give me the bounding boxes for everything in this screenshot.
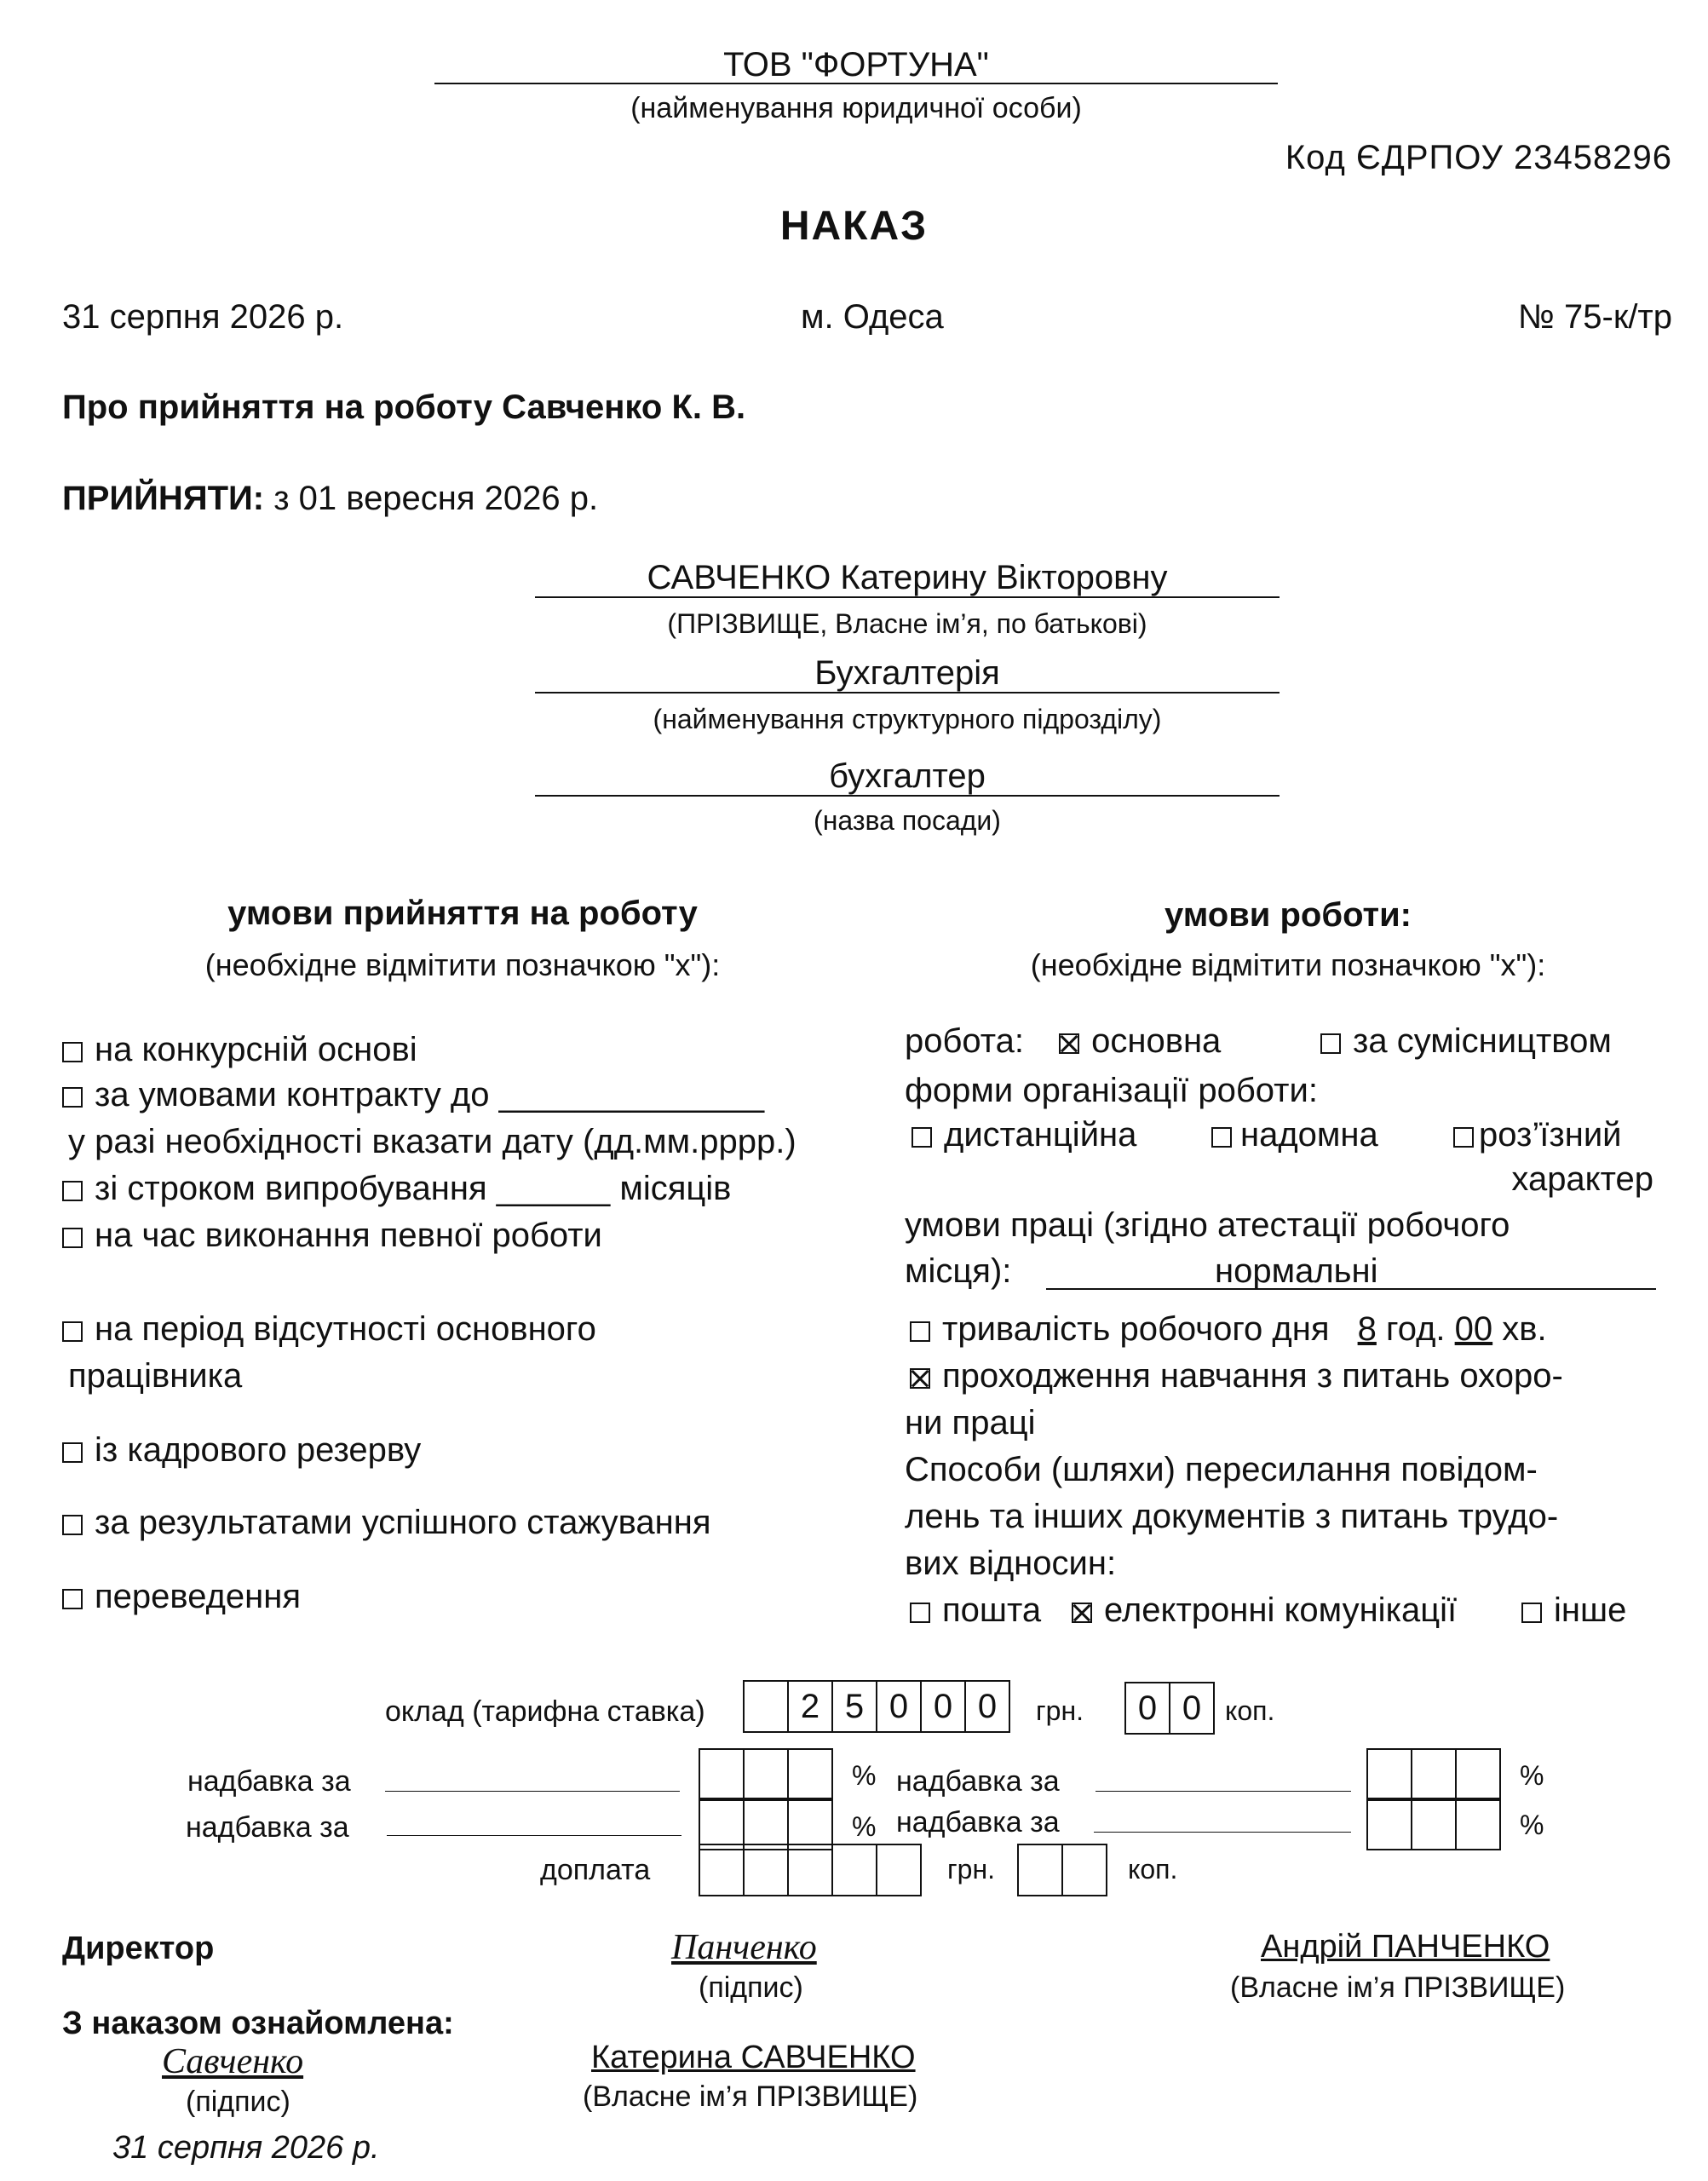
left-item-probation[interactable]: зі строком випробування ______ місяців <box>62 1170 731 1208</box>
methods-line-1: Способи (шляхи) пересилання повідом- <box>905 1451 1538 1488</box>
duration-minutes: 00 <box>1454 1310 1493 1348</box>
left-item-contract-hint: у разі необхідності вказати дату (дд.мм.рррр.) <box>68 1123 796 1160</box>
position-caption: (назва посади) <box>814 805 1001 836</box>
hire-from: з 01 вересня 2026 р. <box>273 480 599 517</box>
checkbox-icon[interactable] <box>62 1321 83 1342</box>
training-row[interactable]: проходження навчання з питань охоро- <box>910 1357 1563 1395</box>
checkbox-checked-icon[interactable] <box>1059 1033 1079 1054</box>
order-city: м. Одеса <box>801 298 944 336</box>
order-subject: Про прийняття на роботу Савченко К. В. <box>62 388 746 426</box>
salary-digit[interactable]: 0 <box>964 1680 1010 1733</box>
duration-hours-unit: год. <box>1385 1310 1446 1348</box>
left-heading: умови прийняття на роботу <box>227 895 698 932</box>
checkbox-icon[interactable] <box>62 1442 83 1463</box>
checkbox-icon[interactable] <box>912 1127 932 1148</box>
checkbox-icon[interactable] <box>910 1321 930 1342</box>
training-row-cont: ни праці <box>905 1404 1036 1442</box>
bonus-label-1: надбавка за <box>187 1765 351 1798</box>
checkbox-icon[interactable] <box>1453 1127 1474 1148</box>
percent-sign: % <box>852 1760 877 1791</box>
employee-name-caption: (Власне ім’я ПРІЗВИЩЕ) <box>583 2080 918 2113</box>
bonus-line-2[interactable] <box>387 1835 681 1836</box>
bonus-line-1[interactable] <box>385 1791 680 1792</box>
bonus-percent-3[interactable] <box>1368 1748 1501 1801</box>
director-signature-caption: (підпис) <box>699 1971 803 2004</box>
salary-digit[interactable]: 2 <box>787 1680 833 1733</box>
checkbox-checked-icon[interactable] <box>1072 1603 1092 1623</box>
method-other[interactable]: інше <box>1521 1591 1626 1630</box>
duration-hours: 8 <box>1357 1310 1377 1348</box>
employee-signature: Савченко <box>162 2042 304 2081</box>
left-item-internship[interactable]: за результатами успішного стажування <box>62 1504 711 1542</box>
left-item-competition[interactable]: на конкурсній основі <box>62 1031 417 1069</box>
conditions-label: умови праці (згідно атестації робочого <box>905 1206 1510 1244</box>
left-item-reserve[interactable]: із кадрового резерву <box>62 1431 421 1470</box>
method-mail[interactable]: пошта <box>910 1591 1041 1630</box>
bonus-label-3: надбавка за <box>896 1765 1060 1798</box>
checkbox-icon[interactable] <box>62 1515 83 1535</box>
position: бухгалтер <box>829 757 986 795</box>
surcharge-kop-label: коп. <box>1128 1854 1178 1885</box>
conditions-label-2: місця): <box>905 1252 1012 1290</box>
salary-digit[interactable]: 0 <box>876 1680 922 1733</box>
employee-name: САВЧЕНКО Катерину Вікторовну <box>647 559 1168 596</box>
checkbox-icon[interactable] <box>62 1042 83 1062</box>
bonus-label-2: надбавка за <box>186 1811 349 1844</box>
checkbox-icon[interactable] <box>62 1181 83 1201</box>
surcharge-uah-label: грн. <box>947 1854 996 1885</box>
director-title: Директор <box>62 1931 215 1966</box>
salary-digits[interactable] <box>745 1680 1010 1733</box>
company-caption: (найменування юридичної особи) <box>630 92 1082 124</box>
right-heading: умови роботи: <box>1164 896 1412 934</box>
employee-name-caption: (ПРІЗВИЩЕ, Власне ім’я, по батькові) <box>667 608 1147 639</box>
document-title: НАКАЗ <box>779 204 929 249</box>
checkbox-icon[interactable] <box>1320 1033 1341 1054</box>
surcharge-label: доплата <box>540 1854 651 1886</box>
salary-kop-label: коп. <box>1225 1695 1275 1726</box>
left-item-absence[interactable]: на період відсутності основного <box>62 1310 596 1349</box>
salary-kop-digit[interactable]: 0 <box>1124 1682 1170 1735</box>
left-hint: (необхідне відмітити позначкою "х"): <box>204 947 721 982</box>
bonus-percent-2[interactable] <box>700 1798 833 1850</box>
forms-label: форми організації роботи: <box>905 1072 1318 1109</box>
director-name: Андрій ПАНЧЕНКО <box>1261 1929 1550 1965</box>
bonus-line-4[interactable] <box>1094 1832 1351 1833</box>
checkbox-icon[interactable] <box>1521 1603 1542 1623</box>
department-caption: (найменування структурного підрозділу) <box>653 704 1162 734</box>
form-travel-cont: характер <box>1511 1160 1653 1198</box>
bonus-percent-1[interactable] <box>700 1748 833 1801</box>
order-number: № 75-к/тр <box>1517 298 1672 336</box>
salary-digit[interactable]: 5 <box>831 1680 877 1733</box>
method-electronic[interactable]: електронні комунікації <box>1072 1591 1457 1630</box>
surcharge-kop-cells[interactable] <box>1019 1844 1107 1896</box>
checkbox-icon[interactable] <box>62 1228 83 1248</box>
duration-minutes-unit: хв. <box>1502 1310 1547 1348</box>
salary-kop-digits[interactable] <box>1126 1682 1215 1735</box>
acknowledged-date: 31 серпня 2026 р. <box>112 2130 380 2166</box>
duration-row[interactable] <box>910 1310 1547 1349</box>
employee-signature-caption: (підпис) <box>186 2086 290 2118</box>
left-item-absence-cont: працівника <box>68 1357 243 1395</box>
percent-sign: % <box>1520 1760 1544 1791</box>
bonus-label-4: надбавка за <box>896 1806 1060 1839</box>
department: Бухгалтерія <box>814 654 1000 692</box>
acknowledged-label: З наказом ознайомлена: <box>62 2005 454 2041</box>
form-home[interactable]: надомна <box>1211 1116 1378 1154</box>
checkbox-icon[interactable] <box>62 1589 83 1609</box>
hire-label: ПРИЙНЯТИ: <box>62 480 265 517</box>
percent-sign: % <box>1520 1810 1544 1840</box>
left-item-transfer[interactable]: переведення <box>62 1578 301 1616</box>
edrpou-code: Код ЄДРПОУ 23458296 <box>1285 139 1672 176</box>
checkbox-checked-icon[interactable] <box>910 1368 930 1389</box>
conditions-value: нормальні <box>1215 1252 1378 1290</box>
form-remote[interactable]: дистанційна <box>912 1116 1136 1154</box>
work-label: робота: <box>905 1022 1024 1060</box>
left-item-contract[interactable]: за умовами контракту до ______________ <box>62 1076 764 1114</box>
director-signature: Панченко <box>671 1928 817 1967</box>
form-travel[interactable]: роз’їзний <box>1453 1116 1622 1154</box>
surcharge-uah-cells[interactable] <box>700 1844 922 1896</box>
salary-kop-digit[interactable]: 0 <box>1169 1682 1215 1735</box>
bonus-line-3[interactable] <box>1096 1791 1351 1792</box>
work-part-time[interactable]: за сумісництвом <box>1320 1022 1612 1061</box>
company-name: ТОВ "ФОРТУНА" <box>723 46 989 83</box>
checkbox-icon[interactable] <box>910 1603 930 1623</box>
work-main: основна <box>1091 1022 1222 1060</box>
bonus-percent-4[interactable] <box>1368 1798 1501 1850</box>
salary-label: оклад (тарифна ставка) <box>385 1695 705 1728</box>
left-item-specific-work[interactable]: на час виконання певної роботи <box>62 1217 602 1255</box>
director-name-caption: (Власне ім’я ПРІЗВИЩЕ) <box>1230 1971 1566 2004</box>
checkbox-icon[interactable] <box>62 1087 83 1108</box>
right-hint: (необхідне відмітити позначкою "х"): <box>1030 947 1546 982</box>
hire-line <box>62 480 598 518</box>
checkbox-icon[interactable] <box>1211 1127 1232 1148</box>
duration-label: тривалість робочого дня <box>942 1310 1330 1348</box>
percent-sign: % <box>852 1811 877 1842</box>
employee-full-name: Катерина САВЧЕНКО <box>591 2040 916 2075</box>
salary-digit[interactable] <box>743 1680 789 1733</box>
methods-line-2: лень та інших документів з питань трудо- <box>905 1498 1559 1535</box>
order-date: 31 серпня 2026 р. <box>62 298 344 336</box>
methods-line-3: вих відносин: <box>905 1545 1117 1582</box>
salary-uah-label: грн. <box>1036 1695 1084 1726</box>
work-type-row <box>905 1022 1221 1061</box>
salary-digit[interactable]: 0 <box>920 1680 966 1733</box>
